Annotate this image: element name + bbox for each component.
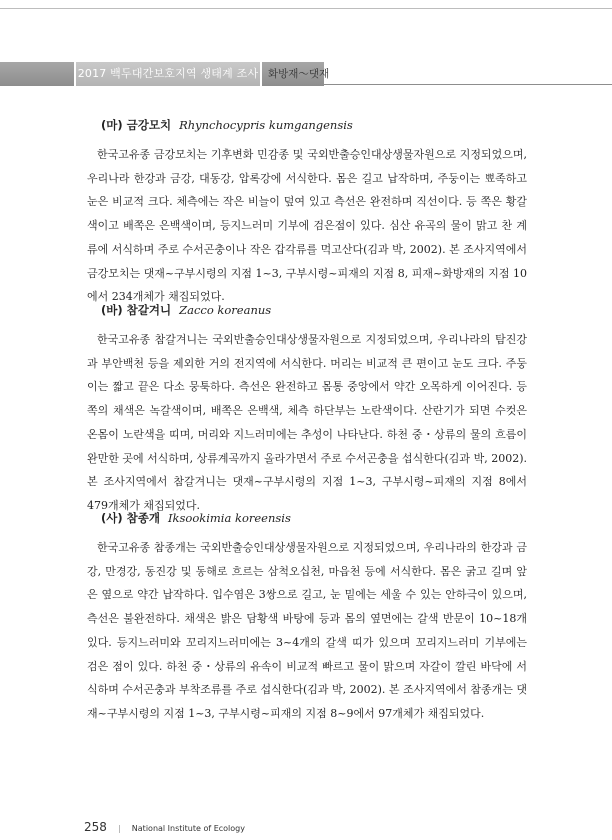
footer-separator: | — [118, 824, 121, 833]
korean-name: 참갈겨니 — [126, 303, 172, 317]
section-paragraph: 한국고유종 참갈겨니는 국외반출승인대상생물자원으로 지정되었으며, 우리나라의 탐진강과 부안백천 등을 제외한 거의 전지역에 서식한다. 머리는 비교적 큰 편이고 눈도 크다. 주둥이는 짧고 끝은 다소 뭉툭하다. 측선은 완전하고 몸통 중앙에서 약간 오목하게 이어진다. 등 쪽의 채색은 녹갈색이며, 배쪽은 은백색, 체측 하단부는 노란색이다. 산란기가 되면 수컷은 온몸이 노란색을 띠며, 머리와 지느러미에는 추성이 나타난다. 하천 중・상류의 물의 흐름이 완만한 곳에 서식하며, 상류계곡까지 올라가면서 주로 수서곤충을 섭식한다(김과 박, 2002). 본 조사지역에서 참갈겨니는 댓재~구부시령의 지점 1~3, 구부시령~피재의 지점 8에서 479개체가 채집되었다. — [87, 333, 527, 512]
section-marker: (마) — [101, 118, 123, 132]
section-heading — [101, 301, 527, 319]
section-marker: (사) — [101, 511, 123, 525]
running-header — [0, 62, 612, 86]
chapter-title: 화방재～댓재 — [268, 68, 330, 80]
header-rule — [324, 84, 612, 85]
scientific-name: Iksookimia koreensis — [167, 511, 291, 525]
scientific-name: Rhynchocypris kumgangensis — [179, 118, 353, 132]
korean-name: 금강모치 — [126, 118, 172, 132]
section-heading — [101, 116, 527, 134]
section-marker: (바) — [101, 303, 123, 317]
institution-name: National Institute of Ecology — [131, 824, 245, 833]
species-section-chamgalgyeoni — [87, 301, 527, 518]
species-section-chamjonggae — [87, 509, 527, 726]
page-number: 258 — [84, 820, 107, 834]
top-divider — [0, 8, 612, 9]
section-paragraph: 한국고유종 참종개는 국외반출승인대상생물자원으로 지정되었으며, 우리나라의 한강과 금강, 만경강, 동진강 및 동해로 흐르는 삼척오십천, 마읍천 등에 서식한다. 몸은 굵고 길며 앞은 옆으로 약간 납작하다. 입수염은 3쌍으로 길고, 눈 밑에는 세울 수 있는 안하극이 있으며, 측선은 불완전하다. 채색은 밝은 담황색 바탕에 등과 몸의 옆면에는 갈색 반문이 10~18개 있다. 등지느러미와 꼬리지느러미에는 3~4개의 갈색 띠가 있으며 꼬리지느러미 기부에는 검은 점이 있다. 하천 중・상류의 유속이 비교적 빠르고 물이 맑으며 자갈이 깔린 바닥에 서식하며 수서곤충과 부착조류를 주로 섭식한다(김과 박, 2002). 본 조사지역에서 참종개는 댓재~구부시령의 지점 1~3, 구부시령~피재의 지점 8~9에서 97개체가 채집되었다. — [87, 541, 527, 720]
scientific-name: Zacco koreanus — [179, 303, 272, 317]
section-paragraph: 한국고유종 금강모치는 기후변화 민감종 및 국외반출승인대상생물자원으로 지정되었으며, 우리나라 한강과 금강, 대동강, 압록강에 서식한다. 몸은 길고 납작하며, 주둥이는 뾰족하고 눈은 비교적 크다. 체측에는 작은 비늘이 덮여 있고 측선은 완전하며 직선이다. 등 쪽은 황갈색이고 배쪽은 은백색이며, 등지느러미 기부에 검은점이 있다. 심산 유곡의 물이 맑고 찬 계류에 서식하며 주로 수서곤충이나 작은 갑각류를 먹고산다(김과 박, 2002). 본 조사지역에서 금강모치는 댓재~구부시령의 지점 1~3, 구부시령~피재의 지점 8, 피재~화방재의 지점 10에서 234개체가 채집되었다. — [87, 148, 527, 304]
species-section-kumgangmochi — [87, 116, 527, 309]
running-title: 2017 백두대간보호지역 생태계 조사 — [74, 62, 262, 86]
korean-name: 참종개 — [126, 511, 160, 525]
page-footer — [84, 818, 245, 834]
section-heading — [101, 509, 527, 527]
